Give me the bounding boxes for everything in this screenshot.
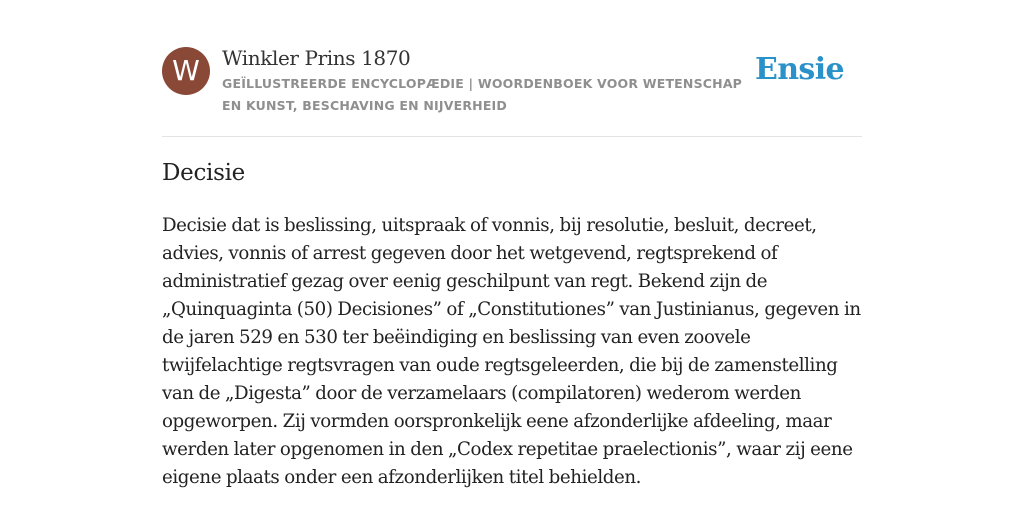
source-title[interactable]: Winkler Prins 1870: [222, 46, 411, 70]
source-header: [162, 44, 862, 137]
brand-logo[interactable]: Ensie: [754, 52, 844, 87]
entry-title: Decisie: [162, 160, 245, 186]
source-avatar: W: [162, 47, 210, 95]
entry-body: Decisie dat is beslissing, uitspraak of vonnis, bij resolutie, besluit, decreet, advies, vonnis of arrest gegeven door het wetgevend, regtsprekend of administratief gezag over eenig geschilpunt van regt. Bekend zijn de „Quinquaginta (50) Decisiones” of „Constitutiones” van Justinianus, gegeven in de jaren 529 en 530 ter beëindiging en beslissing van even zoovele twijfelachtige regtsvragen van oude regtsgeleerden, die bij de zamenstelling van de „Digesta” door de verzamelaars (compilatoren) wederom werden opgeworpen. Zij vormden oorspronkelijk eene afzonderlijke afdeeling, maar werden later opgenomen in den „Codex repetitae praelectionis”, waar zij eene eigene plaats onder een afzonderlijken titel behielden.: [162, 215, 861, 488]
source-subtitle: GEÏLLUSTREERDE ENCYCLOPÆDIE | WOORDENBOEK VOOR WETENSCHAP EN KUNST, BESCHAVING EN NIJVERHEID: [222, 76, 743, 113]
